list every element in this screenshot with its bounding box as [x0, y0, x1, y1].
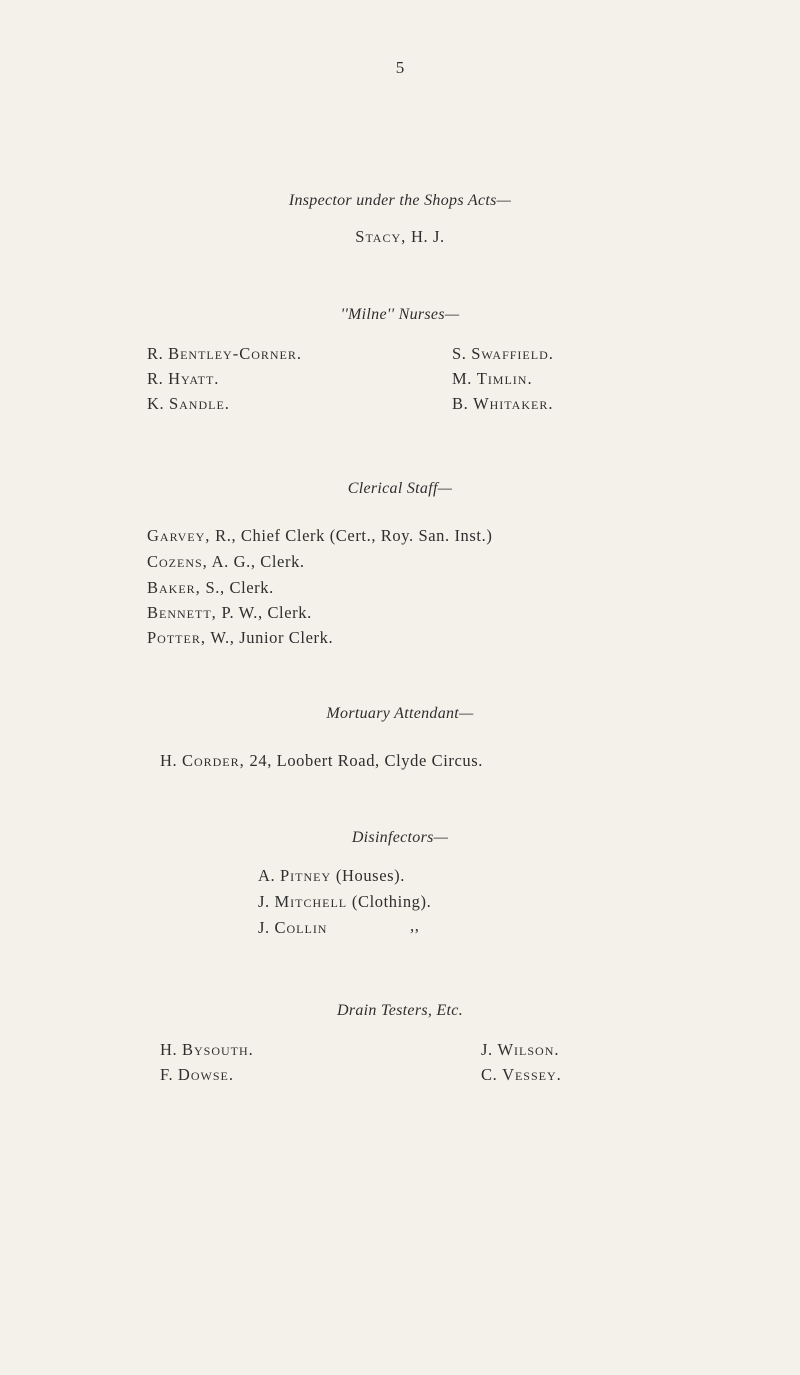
clerical-row-3: Baker, S., Clerk. [147, 578, 274, 597]
shops-inspector-name [0, 227, 800, 247]
milne-nurses-heading: ''Milne'' Nurses— [340, 306, 460, 323]
mortuary-attendant-line: H. Corder, 24, Loobert Road, Clyde Circus. [160, 751, 484, 770]
clerical-staff-heading: Clerical Staff— [347, 480, 453, 497]
drain-tester-right-2: C. Vessey. [481, 1065, 562, 1084]
disinfector-row-3: J. Collin [258, 918, 328, 937]
disinfector-row-2: J. Mitchell (Clothing). [258, 892, 432, 911]
clerical-row-5: Potter, W., Junior Clerk. [147, 628, 334, 647]
clerical-row-2: Cozens, A. G., Clerk. [147, 552, 305, 571]
nurse-left-1: R. Bentley-Corner. [147, 344, 303, 363]
drain-tester-left-1: H. Bysouth. [160, 1040, 254, 1059]
drain-testers-heading: Drain Testers, Etc. [336, 1002, 463, 1019]
disinfector-row-1: A. Pitney (Houses). [258, 866, 405, 885]
nurse-left-2: R. Hyatt. [147, 369, 220, 388]
nurse-right-2: M. Timlin. [452, 369, 533, 388]
drain-tester-right-1: J. Wilson. [481, 1040, 560, 1059]
nurse-right-3: B. Whitaker. [452, 394, 554, 413]
shops-inspector-heading: Inspector under the Shops Acts— [288, 192, 512, 209]
drain-tester-left-2: F. Dowse. [160, 1065, 234, 1084]
nurse-right-1: S. Swaffield. [452, 344, 554, 363]
nurse-left-3: K. Sandle. [147, 394, 230, 413]
page-number: 5 [395, 58, 405, 77]
disinfector-row-3-ditto: ,, [410, 916, 420, 935]
clerical-row-1: Garvey, R., Chief Clerk (Cert., Roy. San. Inst.) [147, 526, 493, 545]
mortuary-attendant-heading: Mortuary Attendant— [326, 705, 474, 722]
shops-inspector-initials: H. J. [406, 227, 445, 246]
disinfectors-heading: Disinfectors— [351, 829, 449, 846]
clerical-row-4: Bennett, P. W., Clerk. [147, 603, 312, 622]
shops-inspector-surname: Stacy, [355, 227, 407, 246]
